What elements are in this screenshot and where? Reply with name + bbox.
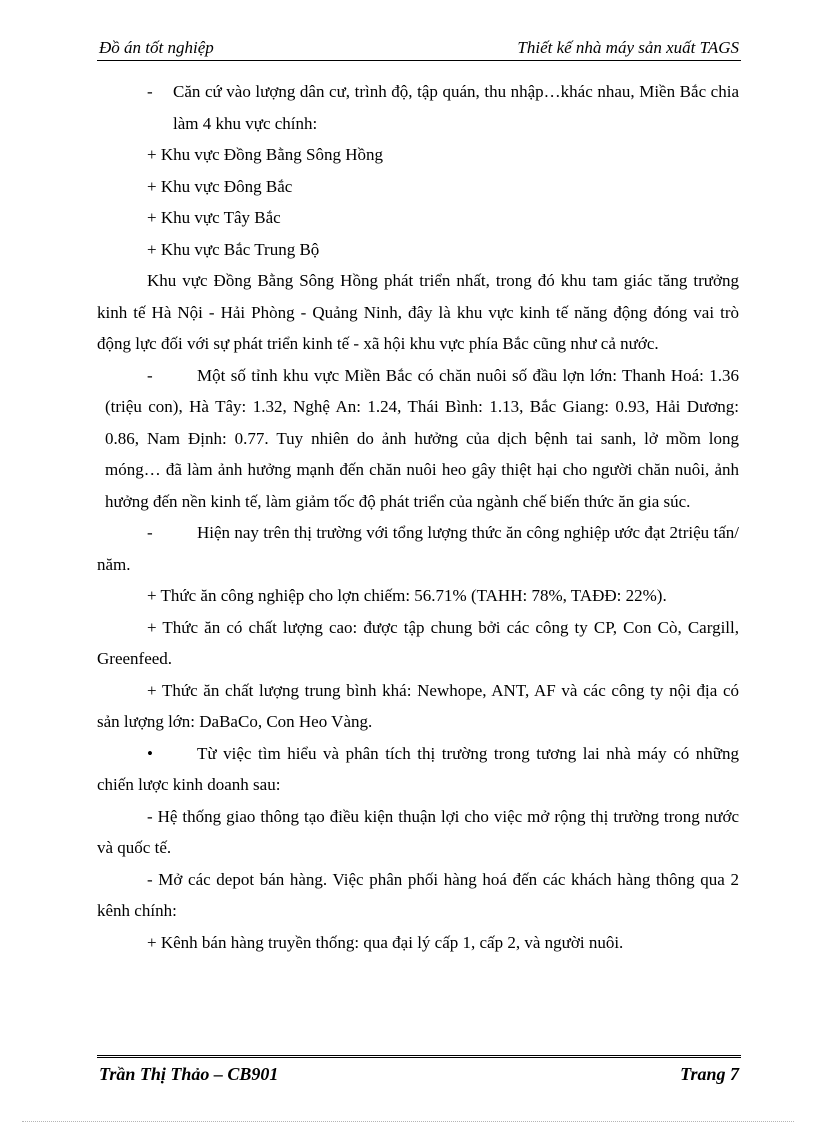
strategy-transport-item: - Hệ thống giao thông tạo điều kiện thuận lợi cho việc mở rộng thị trường trong nước và quốc tế.: [97, 806, 739, 857]
paragraph-red-river-delta: Khu vực Đồng Bằng Sông Hồng phát triển nhất, trong đó khu tam giác tăng trưởng kinh tế Hà Nội - Hải Phòng - Quảng Ninh, đây là khu vực kinh tế năng động đóng vai trò động lực đối với sự phát triển kinh tế - xã hội khu vực phía Bắc cũng như cả nước.: [97, 271, 739, 353]
paragraph-pig-provinces: - Một số tỉnh khu vực Miền Bắc có chăn nuôi số đầu lợn lớn: Thanh Hoá: 1.36 (triệu con), Hà Tây: 1.32, Nghệ An: 1.24, Thái Bình: 1.13, Bắc Giang: 0.93, Hải Dương: 0.86, Nam Định: 0.77. Tuy nhiên do ảnh hưởng của dịch bệnh tai sanh, lở mồm long móng… đã làm ảnh hưởng mạnh đến chăn nuôi heo gây thiệt hại cho người chăn nuôi, ảnh hưởng đến nền kinh tế, làm giảm tốc độ phát triển của ngành chế biến thức ăn gia súc.: [97, 360, 739, 518]
paragraph-1: - Căn cứ vào lượng dân cư, trình độ, tập quán, thu nhập…khác nhau, Miền Bắc chia làm 4 khu vực chính:: [97, 76, 739, 139]
region-item-1: + Khu vực Đồng Bằng Sông Hồng: [147, 145, 384, 164]
header-left-title: Đồ án tốt nghiệp: [99, 38, 214, 57]
page-break-line: [22, 1121, 794, 1122]
page-header: [97, 36, 741, 61]
dash-marker: -: [147, 523, 153, 542]
body-text: [97, 76, 739, 958]
region-item-4: + Khu vực Bắc Trung Bộ: [147, 239, 320, 259]
page-footer: [97, 1055, 741, 1096]
strategy-depot-item: - Mở các depot bán hàng. Việc phân phối hàng hoá đến các khách hàng thông qua 2 kênh chính:: [97, 869, 739, 920]
footer-author: Trần Thị Thảo – CB901: [99, 1064, 279, 1084]
feed-high-quality-item: + Thức ăn có chất lượng cao: được tập chung bởi các công ty CP, Con Cò, Cargill, Greenfeed.: [97, 617, 739, 668]
dash-marker: -: [147, 365, 153, 385]
paragraph-strategy-intro: • Từ việc tìm hiểu và phân tích thị trường trong tương lai nhà máy có những chiến lược kinh doanh sau:: [97, 738, 739, 801]
feed-medium-quality-item: + Thức ăn chất lượng trung bình khá: Newhope, ANT, AF và các công ty nội địa có sản lượng lớn: DaBaCo, Con Heo Vàng.: [97, 680, 739, 731]
region-item-2: + Khu vực Đông Bắc: [147, 176, 293, 196]
bullet-marker: •: [147, 743, 153, 763]
paragraph-market-total: - Hiện nay trên thị trường với tổng lượng thức ăn công nghiệp ước đạt 2triệu tấn/ năm.: [97, 517, 739, 580]
region-item-3: + Khu vực Tây Bắc: [147, 208, 281, 227]
dash-marker: -: [147, 82, 153, 101]
header-right-title: Thiết kế nhà máy sản xuất TAGS: [517, 38, 739, 57]
feed-share-item: + Thức ăn công nghiệp cho lợn chiếm: 56.71% (TAHH: 78%, TAĐĐ: 22%).: [147, 586, 667, 605]
footer-page-number: Trang 7: [680, 1064, 739, 1084]
channel-traditional-item: + Kênh bán hàng truyền thống: qua đại lý cấp 1, cấp 2, và người nuôi.: [147, 932, 624, 952]
